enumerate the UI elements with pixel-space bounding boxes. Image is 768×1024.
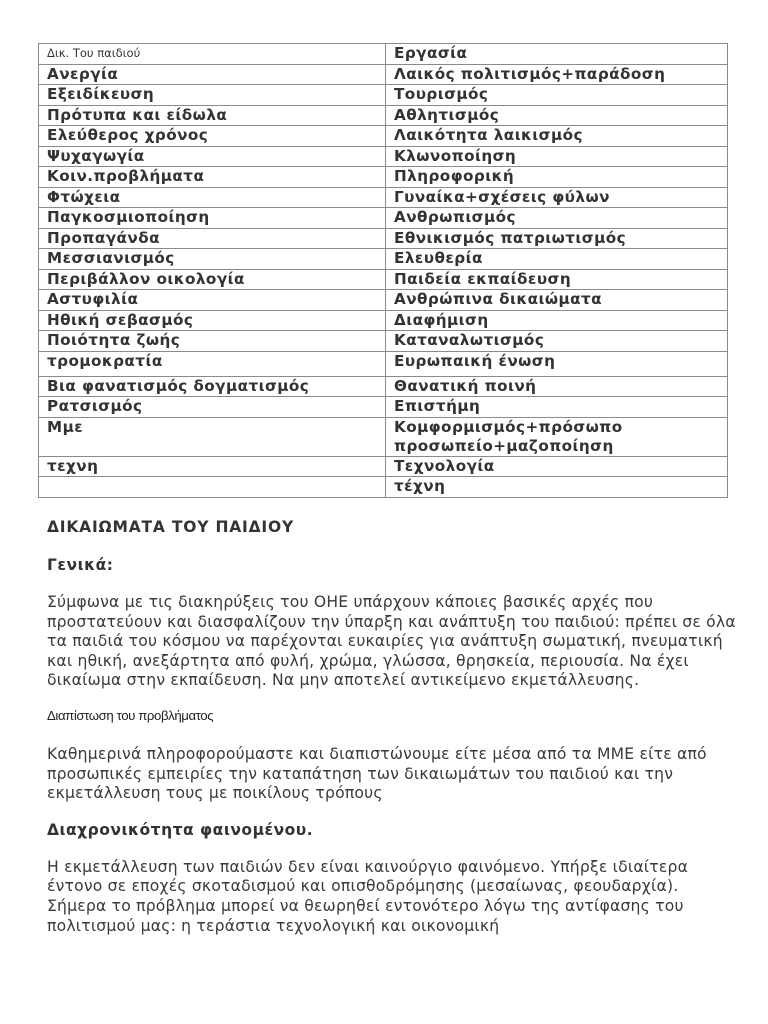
document-title: ΔΙΚΑΙΩΜΑΤΑ ΤΟΥ ΠΑΙΔΙΟΥ (47, 518, 294, 536)
table-cell-right: Κλωνοποίηση (386, 146, 728, 167)
table-cell-left: Ηθική σεβασμός (39, 310, 386, 331)
general-paragraph: Σύμφωνα με τις διακηρύξεις του ΟΗΕ υπάρχουν κάποιες βασικές αρχές που προστατεύουν και διασφαλίζουν την ύπαρξη και ανάπτυξη του παιδιού: πρέπει σε όλα τα παιδιά του κόσμου να παρέχονται ευκαιρίες για ανάπτυξη σωματική, πνευματική και ηθική, ανεξάρτητα από φυλή, χρώμα, γλώσσα, θρησκεία, περιουσία. Να έχει δικαίωμα στην εκπαίδευση. Να μην αποτελεί αντικείμενο εκμετάλλευσης. (47, 593, 736, 690)
table-cell-right: Παιδεία εκπαίδευση (386, 269, 728, 290)
table-row (39, 417, 728, 456)
table-cell-right: Πληροφορική (386, 167, 728, 188)
table-cell-left: Ελεύθερος χρόνος (39, 126, 386, 147)
table-cell-left: Μμε (39, 417, 386, 456)
table-row (39, 397, 728, 418)
table-row (39, 228, 728, 249)
problem-heading: Διαπίστωση του προβλήματος (47, 707, 214, 723)
table-cell-left: Βια φανατισμός δογματισμός (39, 376, 386, 397)
table-cell-right: τέχνη (386, 477, 728, 498)
table-cell-left: Ψυχαγωγία (39, 146, 386, 167)
diachrony-paragraph: Η εκμετάλλευση των παιδιών δεν είναι καινούργιο φαινόμενο. Υπήρξε ιδιαίτερα έντονο σε εποχές σκοταδισμού και οπισθοδρόμησης (μεσαίωνας, φεουδαρχία). Σήμερα το πρόβλημα μπορεί να θεωρηθεί εντονότερο λόγω της αντίφασης του πολιτισμού μας: η τεράστια τεχνολογική και οικονομική (47, 857, 689, 935)
table-cell-right: Ευρωπαική ένωση (386, 351, 728, 376)
table-cell-left: Πρότυπα και είδωλα (39, 105, 386, 126)
table-cell-left: Φτώχεια (39, 187, 386, 208)
table-cell-left: Εξειδίκευση (39, 85, 386, 106)
table-cell-right: Εργασία (386, 44, 728, 65)
table-row (39, 146, 728, 167)
table-row (39, 167, 728, 188)
table-row (39, 208, 728, 229)
table-cell-right: Τεχνολογία (386, 456, 728, 477)
table-row (39, 477, 728, 498)
table-row (39, 376, 728, 397)
table-cell-left: τεχνη (39, 456, 386, 477)
table-cell-right: Ανθρωπισμός (386, 208, 728, 229)
table-row (39, 105, 728, 126)
problem-paragraph: Καθημερινά πληροφορούμαστε και διαπιστώνουμε είτε μέσα από τα ΜΜΕ είτε από προσωπικές εμπειρίες την καταπάτηση των δικαιωμάτων του παιδιού και την εκμετάλλευση τους με ποικίλους τρόπους (47, 744, 707, 803)
table-cell-right: Επιστήμη (386, 397, 728, 418)
table-cell-right: Καταναλωτισμός (386, 331, 728, 352)
table-cell-left: τρομοκρατία (39, 351, 386, 376)
topics-table (38, 43, 728, 498)
table-cell-left: Ρατσισμός (39, 397, 386, 418)
table-cell-right: Κομφορμισμός+πρόσωπο προσωπείο+μαζοποίηση (386, 417, 728, 456)
table-cell-left: Περιβάλλον οικολογία (39, 269, 386, 290)
table-cell-left: Ανεργία (39, 64, 386, 85)
table-cell-left (39, 477, 386, 498)
table-cell-right: Εθνικισμός πατριωτισμός (386, 228, 728, 249)
table-cell-left: Προπαγάνδα (39, 228, 386, 249)
table-row (39, 126, 728, 147)
table-cell-left: Δικ. Του παιδιού (39, 44, 386, 65)
table-cell-right: Αθλητισμός (386, 105, 728, 126)
table-cell-right: Ελευθερία (386, 249, 728, 270)
table-row (39, 310, 728, 331)
table-cell-right: Ανθρώπινα δικαιώματα (386, 290, 728, 311)
general-heading: Γενικά: (47, 556, 114, 574)
table-cell-right: Λαικός πολιτισμός+παράδοση (386, 64, 728, 85)
diachrony-heading: Διαχρονικότητα φαινομένου. (47, 820, 314, 839)
table-cell-left: Αστυφιλία (39, 290, 386, 311)
table-cell-left: Παγκοσμιοποίηση (39, 208, 386, 229)
table-row (39, 64, 728, 85)
table-cell-left: Μεσσιανισμός (39, 249, 386, 270)
table-cell-left: Κοιν.προβλήματα (39, 167, 386, 188)
table-row (39, 331, 728, 352)
table-row (39, 187, 728, 208)
table-cell-right: Θανατική ποινή (386, 376, 728, 397)
table-row (39, 290, 728, 311)
document-body (47, 518, 737, 953)
table-row (39, 44, 728, 65)
table-row (39, 249, 728, 270)
table-row (39, 269, 728, 290)
topics-table-body (39, 44, 728, 498)
table-row (39, 351, 728, 376)
table-row (39, 85, 728, 106)
table-cell-left: Ποιότητα ζωής (39, 331, 386, 352)
table-cell-right: Διαφήμιση (386, 310, 728, 331)
table-cell-right: Λαικότητα λαικισμός (386, 126, 728, 147)
table-row (39, 456, 728, 477)
table-cell-right: Τουρισμός (386, 85, 728, 106)
table-cell-right: Γυναίκα+σχέσεις φύλων (386, 187, 728, 208)
